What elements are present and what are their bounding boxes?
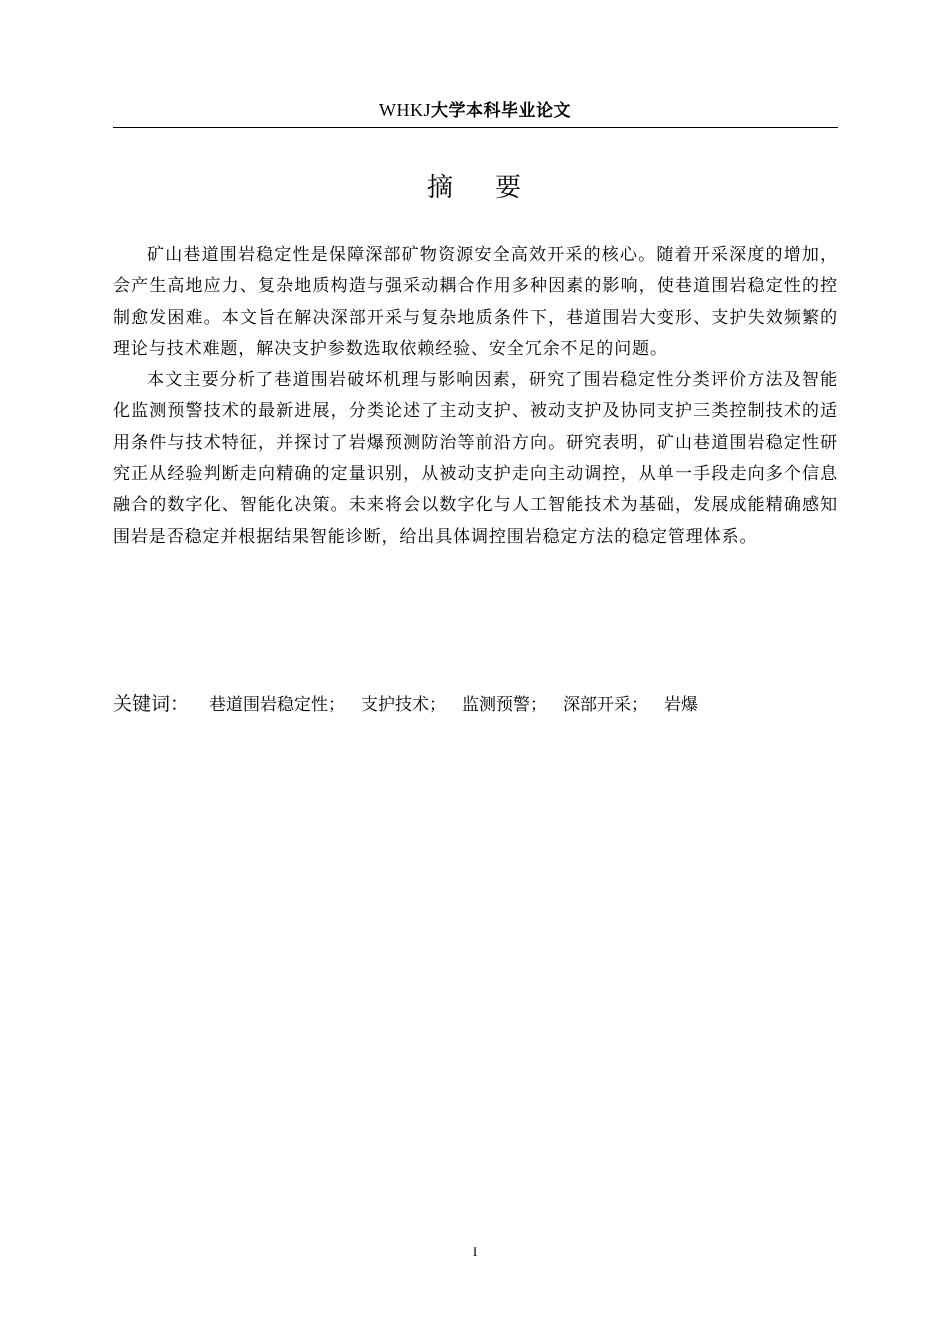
keywords-label: 关键词： — [113, 693, 190, 715]
page-title-char-2: 要 — [495, 173, 524, 203]
keyword-item: 巷道围岩稳定性； — [209, 695, 346, 715]
keyword-item: 深部开采； — [563, 695, 649, 715]
page-title-char-1: 摘 — [426, 173, 455, 203]
keywords-line — [113, 690, 838, 719]
abstract-paragraph-1: 矿山巷道围岩稳定性是保障深部矿物资源安全高效开采的核心。随着开采深度的增加，会产生高地应力、复杂地质构造与强采动耦合作用多种因素的影响，使巷道围岩稳定性的控制愈发困难。本文旨在解决深部开采与复杂地质条件下，巷道围岩大变形、支护失效频繁的理论与技术难题，解决支护参数选取依赖经验、安全冗余不足的问题。 — [113, 245, 838, 359]
keyword-item: 监测预警； — [462, 695, 548, 715]
header-divider — [113, 127, 838, 128]
page-title — [0, 170, 950, 206]
page-number: I — [472, 1244, 478, 1259]
header-university-code: WHKJ — [379, 100, 431, 120]
keyword-item: 岩爆 — [664, 695, 699, 715]
header-thesis-type: 大学本科毕业论文 — [431, 101, 571, 121]
abstract-body — [113, 240, 838, 553]
abstract-paragraph-2: 本文主要分析了巷道围岩破坏机理与影响因素，研究了围岩稳定性分类评价方法及智能化监测预警技术的最新进展，分类论述了主动支护、被动支护及协同支护三类控制技术的适用条件与技术特征，并探讨了岩爆预测防治等前沿方向。研究表明，矿山巷道围岩稳定性研究正从经验判断走向精确的定量识别，从被动支护走向主动调控，从单一手段走向多个信息融合的数字化、智能化决策。未来将会以数字化与人工智能技术为基础，发展成能精确感知围岩是否稳定并根据结果智能诊断，给出具体调控围岩稳定方法的稳定管理体系。 — [113, 370, 838, 547]
running-header — [0, 98, 950, 123]
keyword-item: 支护技术； — [361, 695, 447, 715]
